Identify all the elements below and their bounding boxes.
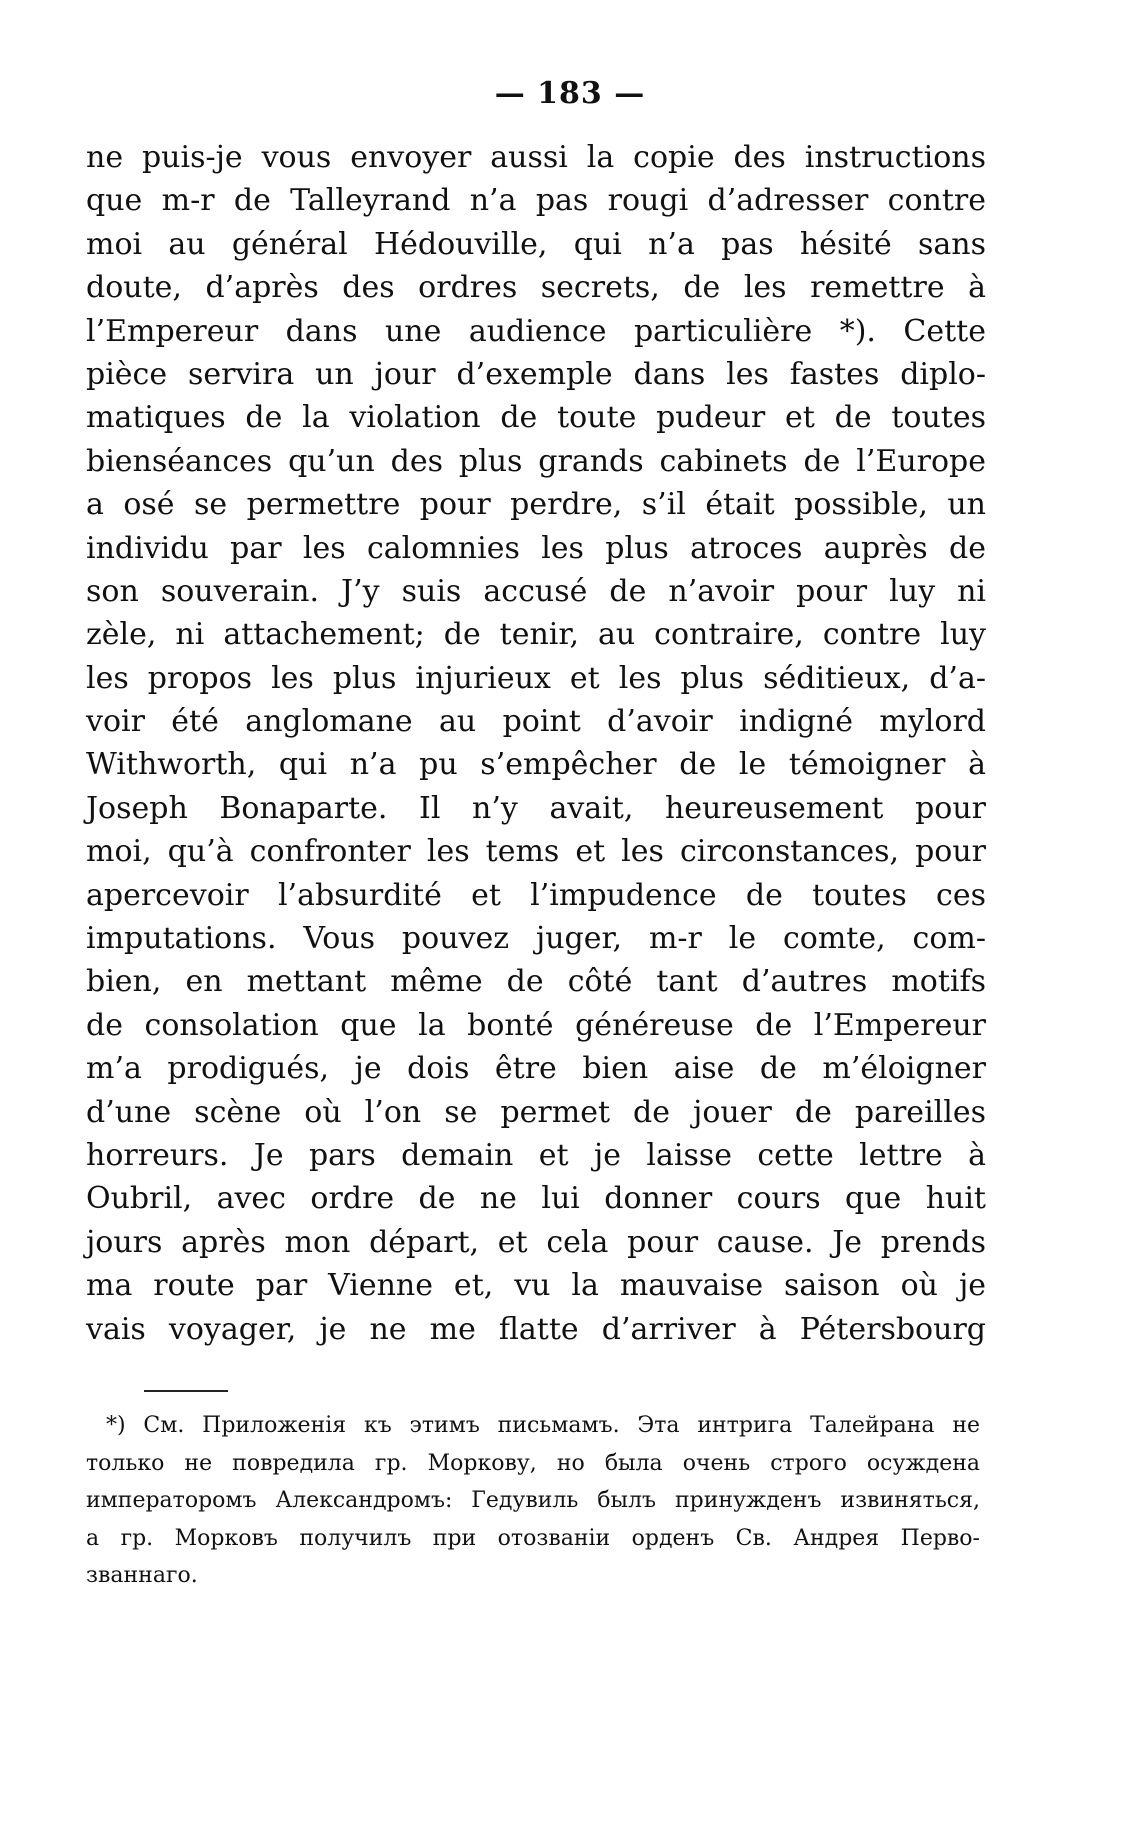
text-line: ma route par Vienne et, vu la mauvaise saison où je: [86, 1268, 986, 1304]
text-line: imputations. Vous pouvez juger, m-r le comte, com-: [86, 921, 986, 957]
footnote-line: а гр. Морковъ получилъ при отозваніи орденъ Св. Андрея Перво-: [86, 1525, 980, 1551]
text-line: l’Empereur dans une audience particulière *). Cette: [86, 313, 986, 349]
text-line: apercevoir l’absurdité et l’impudence de toutes ces: [86, 877, 986, 913]
footnote-divider: [144, 1390, 228, 1392]
footnote-line: *) См. Приложенія къ этимъ письмамъ. Эта интрига Талейрана не: [106, 1413, 980, 1438]
text-line: Oubril, avec ordre de ne lui donner cours que huit: [86, 1181, 986, 1217]
text-line: que m-r de Talleyrand n’a pas rougi d’adresser contre: [86, 183, 986, 219]
text-line: son souverain. J’y suis accusé de n’avoir pour luy ni: [86, 573, 986, 609]
footnote-line: только не повредила гр. Моркову, но была очень строго осуждена: [86, 1450, 980, 1476]
text-line: pièce servira un jour d’exemple dans les fastes diplo-: [86, 356, 986, 392]
text-line: bienséances qu’un des plus grands cabinets de l’Europe: [86, 443, 986, 479]
text-line: moi au général Hédouville, qui n’a pas hésité sans: [86, 226, 986, 262]
text-line: Joseph Bonaparte. Il n’y avait, heureusement pour: [86, 790, 986, 826]
text-line: doute, d’après des ordres secrets, de les remettre à: [86, 270, 986, 306]
footnote-line: императоромъ Александромъ: Гедувиль былъ принужденъ извиняться,: [86, 1488, 980, 1513]
text-line: bien, en mettant même de côté tant d’autres motifs: [86, 964, 986, 1000]
text-line: voir été anglomane au point d’avoir indigné mylord: [86, 704, 986, 740]
text-line: les propos les plus injurieux et les plus séditieux, d’a-: [86, 660, 986, 696]
text-line: d’une scène où l’on se permet de jouer de pareilles: [86, 1094, 986, 1130]
main-text: [86, 136, 986, 1351]
text-line: ne puis-je vous envoyer aussi la copie des instructions: [86, 140, 986, 175]
text-line: matiques de la violation de toute pudeur et de toutes: [86, 400, 986, 436]
text-line: vais voyager, je ne me flatte d’arriver à Pétersbourg: [86, 1311, 986, 1347]
text-line: moi, qu’à confronter les tems et les circonstances, pour: [86, 834, 986, 870]
footnote: [86, 1407, 980, 1595]
text-line: Withworth, qui n’a pu s’empêcher de le témoigner à: [86, 747, 986, 783]
text-line: de consolation que la bonté généreuse de l’Empereur: [86, 1007, 986, 1043]
text-line: m’a prodigués, je dois être bien aise de m’éloigner: [86, 1051, 986, 1087]
footnote-line: званнаго.: [86, 1563, 198, 1588]
text-line: a osé se permettre pour perdre, s’il était possible, un: [86, 487, 986, 523]
text-line: zèle, ni attachement; de tenir, au contraire, contre luy: [86, 617, 986, 653]
text-line: horreurs. Je pars demain et je laisse cette lettre à: [86, 1137, 986, 1173]
page-number: — 183 —: [494, 76, 646, 111]
text-line: individu par les calomnies les plus atroces auprès de: [86, 530, 986, 566]
text-line: jours après mon départ, et cela pour cause. Je prends: [86, 1224, 986, 1260]
